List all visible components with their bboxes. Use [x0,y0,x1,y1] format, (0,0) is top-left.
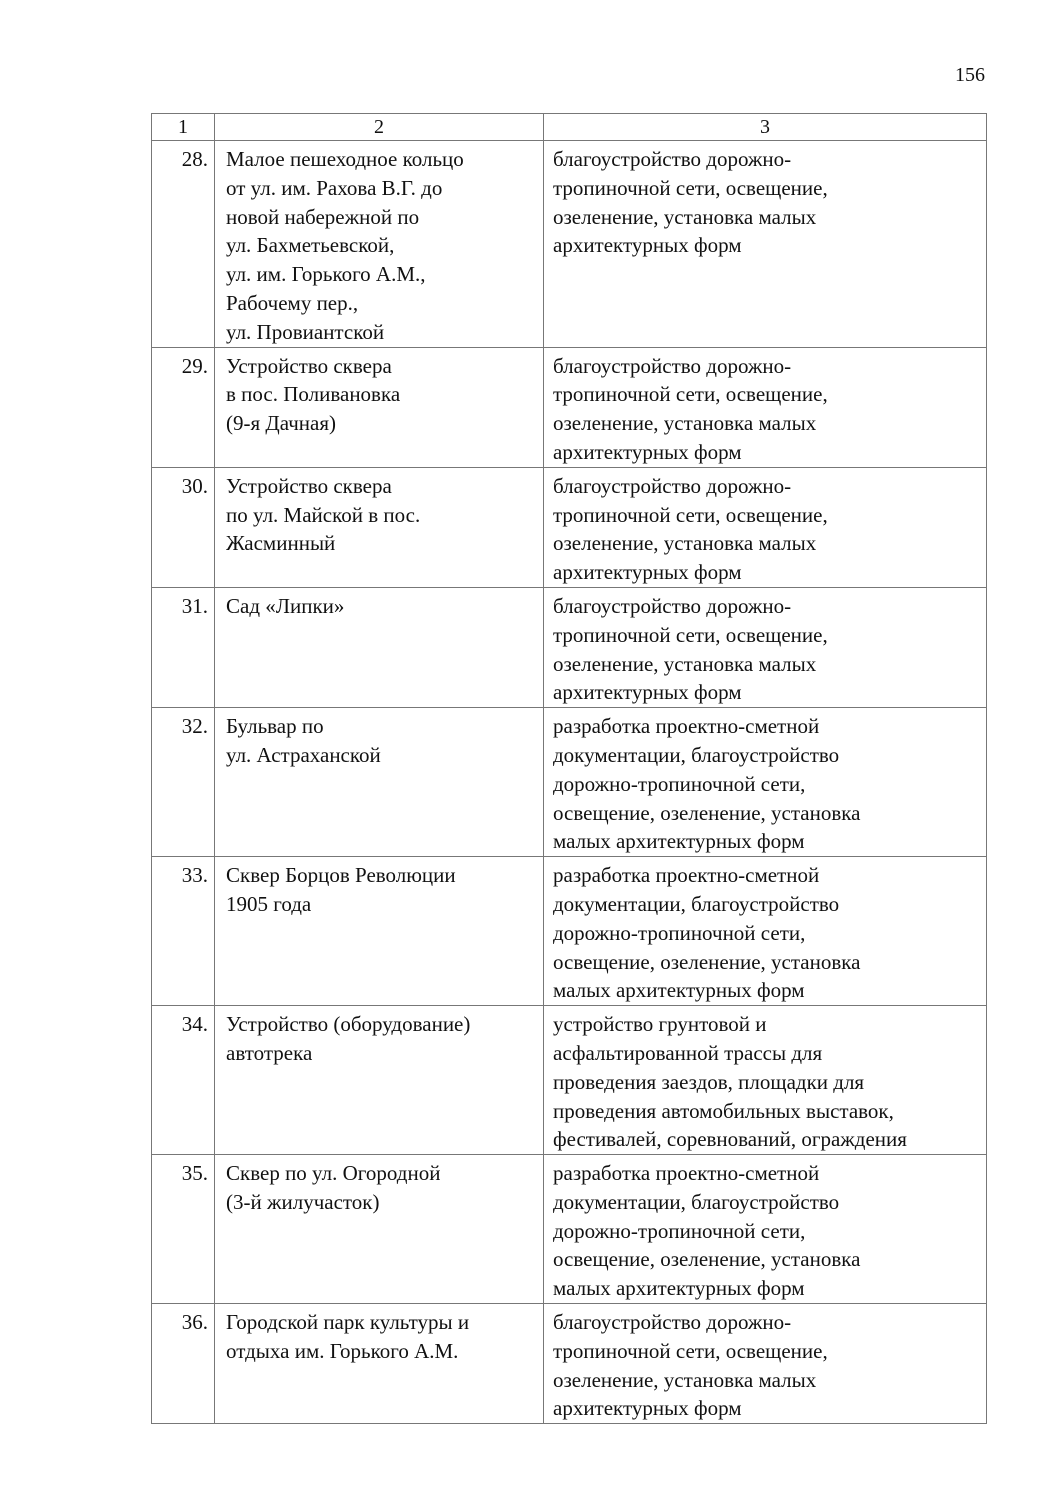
work-description-line: документации, благоустройство [553,742,840,767]
work-description-line: благоустройство дорожно- [553,147,792,171]
work-description-line: архитектурных форм [553,680,742,705]
object-name-cell [215,587,544,707]
page-number: 156 [955,64,985,86]
row-number-cell: 29. [152,347,215,467]
work-description-line: разработка проектно-сметной [553,1161,820,1186]
object-name-line: по ул. Майской в пос. [226,502,421,527]
table-row [152,1006,987,1155]
work-description-line: фестивалей, соревнований, ограждения [553,1127,907,1152]
works-table [151,113,987,1424]
object-name-line: Бульвар по [226,714,324,739]
work-description-line: малых архитектурных форм [553,1276,805,1301]
row-number-cell: 33. [152,857,215,1006]
object-name-cell [215,708,544,857]
work-description-line: тропиночной сети, освещение, [553,382,828,407]
object-name-cell [215,467,544,587]
work-description-line: малых архитектурных форм [553,978,805,1003]
row-number-cell: 34. [152,1006,215,1155]
header-cell-2: 2 [215,114,544,141]
row-number-cell: 30. [152,467,215,587]
table-row [152,141,987,348]
work-description-cell [544,141,987,348]
work-description-cell [544,587,987,707]
object-name-line: 1905 года [226,891,312,916]
object-name-line: Рабочему пер., [226,290,359,315]
work-description-line: малых архитектурных форм [553,829,805,854]
table-row [152,708,987,857]
object-name-line: ул. Бахметьевской, [226,233,395,258]
work-description-line: благоустройство дорожно- [553,1310,792,1335]
object-name-cell [215,1304,544,1424]
object-name-line: Жасминный [226,531,336,556]
work-description-cell [544,347,987,467]
work-description-line: проведения заездов, площадки для [553,1069,865,1094]
table-row [152,857,987,1006]
work-description-line: дорожно-тропиночной сети, [553,771,806,796]
work-description-cell [544,1155,987,1304]
object-name-line: новой набережной по [226,204,420,229]
object-name-line: ул. Астраханской [226,742,381,767]
table-row [152,1155,987,1304]
row-number-cell: 35. [152,1155,215,1304]
work-description-line: тропиночной сети, освещение, [553,1338,828,1363]
work-description-line: тропиночной сети, освещение, [553,622,828,647]
object-name-line: Сквер Борцов Революции [226,863,456,888]
table-header-row [152,114,987,141]
object-name-line: Малое пешеходное кольцо [226,147,464,171]
work-description-line: проведения автомобильных выставок, [553,1098,894,1123]
table-row [152,467,987,587]
row-number-cell: 32. [152,708,215,857]
work-description-line: озеленение, установка малых [553,204,817,229]
object-name-cell [215,857,544,1006]
work-description-line: озеленение, установка малых [553,651,817,676]
work-description-cell [544,708,987,857]
object-name-line: ул. им. Горького А.М., [226,262,426,287]
work-description-cell [544,1006,987,1155]
work-description-line: озеленение, установка малых [553,1367,817,1392]
work-description-line: асфальтированной трассы для [553,1040,823,1065]
object-name-line: автотрека [226,1040,313,1065]
work-description-line: освещение, озеленение, установка [553,1247,861,1272]
object-name-line: в пос. Поливановка [226,382,401,407]
work-description-line: тропиночной сети, освещение, [553,175,828,200]
work-description-line: благоустройство дорожно- [553,353,792,378]
row-number-cell: 36. [152,1304,215,1424]
work-description-line: освещение, озеленение, установка [553,800,861,825]
object-name-line: (3-й жилучасток) [226,1189,380,1214]
work-description-line: дорожно-тропиночной сети, [553,920,806,945]
object-name-line: отдыха им. Горького А.М. [226,1338,459,1363]
work-description-line: тропиночной сети, освещение, [553,502,828,527]
work-description-line: благоустройство дорожно- [553,473,792,498]
object-name-line: Сквер по ул. Огородной [226,1161,441,1186]
row-number-cell: 31. [152,587,215,707]
object-name-cell [215,347,544,467]
work-description-line: озеленение, установка малых [553,531,817,556]
table-row [152,347,987,467]
object-name-line: Устройство (оборудование) [226,1012,471,1037]
table-row [152,1304,987,1424]
object-name-line: от ул. им. Рахова В.Г. до [226,175,443,200]
work-description-line: архитектурных форм [553,233,742,258]
header-cell-1: 1 [152,114,215,141]
object-name-line: Сад «Липки» [226,593,345,618]
work-description-cell [544,857,987,1006]
work-description-line: архитектурных форм [553,560,742,585]
work-description-line: разработка проектно-сметной [553,714,820,739]
work-description-line: документации, благоустройство [553,891,840,916]
work-description-cell [544,1304,987,1424]
work-description-line: озеленение, установка малых [553,411,817,436]
work-description-line: освещение, озеленение, установка [553,949,861,974]
table-row [152,587,987,707]
object-name-line: (9-я Дачная) [226,411,336,436]
row-number-cell: 28. [152,141,215,348]
object-name-line: ул. Провиантской [226,319,385,344]
object-name-cell [215,1006,544,1155]
object-name-cell [215,1155,544,1304]
object-name-line: Городской парк культуры и [226,1310,470,1335]
object-name-line: Устройство сквера [226,473,392,498]
work-description-line: архитектурных форм [553,1396,742,1421]
work-description-cell [544,467,987,587]
work-description-line: архитектурных форм [553,439,742,464]
header-cell-3: 3 [544,114,987,141]
work-description-line: благоустройство дорожно- [553,593,792,618]
object-name-line: Устройство сквера [226,353,392,378]
work-description-line: устройство грунтовой и [553,1012,767,1037]
work-description-line: документации, благоустройство [553,1189,840,1214]
object-name-cell [215,141,544,348]
work-description-line: дорожно-тропиночной сети, [553,1218,806,1243]
work-description-line: разработка проектно-сметной [553,863,820,888]
table-body [152,114,987,1424]
